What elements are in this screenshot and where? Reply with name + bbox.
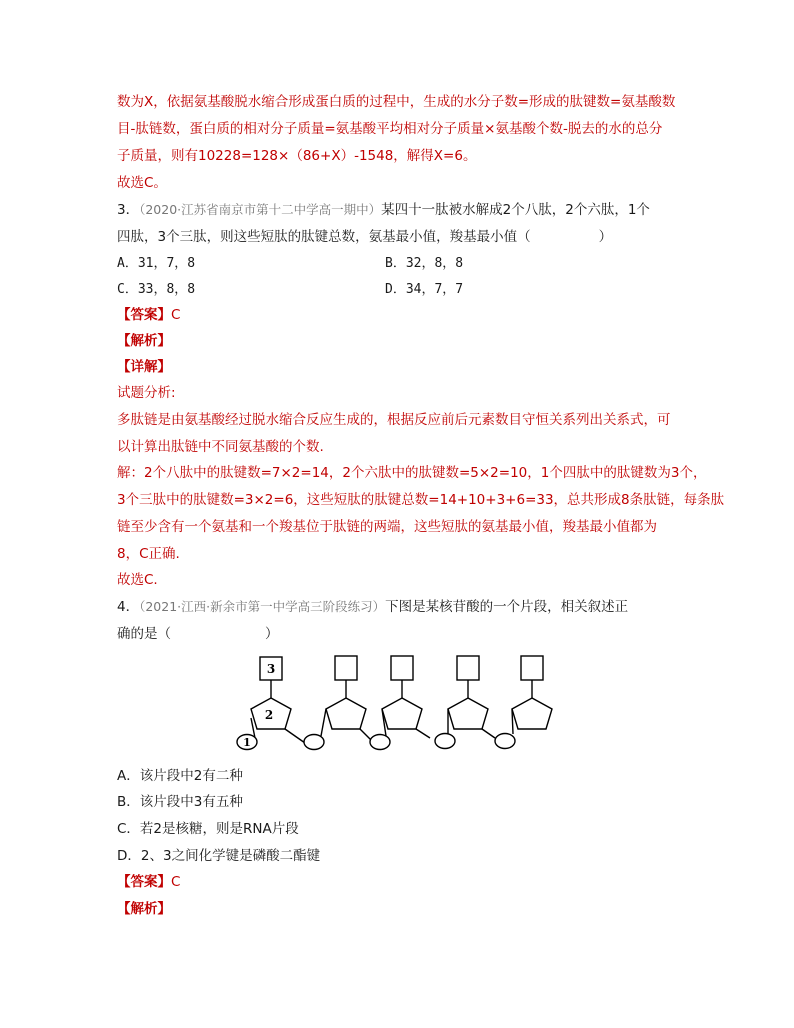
q4-option-a: A．该片段中2有二种 [117, 768, 243, 784]
nucleotide-chain-figure [225, 650, 565, 755]
phosphate-ellipse-3 [370, 735, 390, 750]
q3-solution-line-4: 8，C正确. [117, 546, 180, 562]
sugar-pentagon-3 [382, 698, 422, 729]
intro-line-3: 子质量，则有10228=128×（86+X）-1548，解得X=6。 [117, 148, 477, 164]
link-sugar-2-phosphate-3 [360, 729, 371, 740]
sugar-pentagon-5 [512, 698, 552, 729]
q3-solution-line-2: 3个三肽中的肽键数=3×2=6，这些短肽的肽键总数=14+10+3+6=33，总共形成8条肽链，每条肽 [117, 492, 725, 508]
q3-answer-label: 【答案】 [117, 307, 171, 323]
base-box-5 [521, 656, 543, 680]
q4-option-c: C．若2是核糖，则是RNA片段 [117, 821, 299, 837]
q4-stem-part-2: 确的是（ [117, 626, 171, 642]
q3-method-label: 试题分析: [117, 385, 176, 401]
sugar-pentagon-2 [326, 698, 366, 729]
link-phosphate-5-sugar-5 [512, 709, 513, 734]
q3-option-d: D．34，7，7 [385, 282, 464, 297]
q3-number: 3． [117, 202, 140, 218]
link-sugar-1-phosphate-2 [285, 729, 305, 743]
q3-detail-label: 【详解】 [117, 359, 171, 375]
q3-stem-line-1 [117, 200, 650, 220]
intro-conclusion: 故选C。 [117, 175, 167, 191]
q4-analysis-label: 【解析】 [117, 901, 171, 917]
q4-stem-line-1 [117, 597, 628, 617]
label-three: 3 [266, 662, 276, 676]
q4-answer-value: C [171, 874, 181, 890]
q3-option-a: A．31，7，8 [117, 256, 196, 271]
sugar-pentagon-4 [448, 698, 488, 729]
q3-answer-value: C [171, 307, 181, 323]
q3-stem-part-1: 某四十一肽被水解成2个八肽，2个六肽，1个 [381, 202, 650, 218]
label-one: 1 [243, 736, 251, 749]
q4-number: 4． [117, 599, 140, 615]
q3-option-b: B．32，8，8 [385, 256, 464, 271]
phosphate-ellipse-4 [435, 734, 455, 749]
intro-line-1: 数为X，依据氨基酸脱水缩合形成蛋白质的过程中，生成的水分子数=形成的肽键数=氨基酸数 [117, 94, 676, 110]
base-box-3 [391, 656, 413, 680]
link-phosphate-2-sugar-2 [321, 709, 326, 736]
phosphate-ellipse-2 [304, 735, 324, 750]
q3-stem-line-2 [117, 227, 612, 247]
q4-option-b: B．该片段中3有五种 [117, 794, 243, 810]
q3-source: （2020·江苏省南京市第十二中学高一期中） [139, 202, 382, 217]
q4-option-d: D．2、3之间化学键是磷酸二酯键 [117, 848, 321, 864]
q3-solution-line-3: 链至少含有一个氨基和一个羧基位于肽链的两端，这些短肽的氨基最小值，羧基最小值都为 [117, 519, 657, 535]
q3-answer-row [117, 305, 180, 325]
intro-line-2: 目-肽链数，蛋白质的相对分子质量=氨基酸平均相对分子质量×氨基酸个数-脱去的水的总分 [117, 121, 663, 137]
q4-answer-row [117, 872, 180, 892]
q4-stem-close: ） [265, 626, 279, 642]
q3-stem-close: ） [598, 229, 613, 245]
q4-answer-label: 【答案】 [117, 874, 171, 890]
base-box-4 [457, 656, 479, 680]
q3-analysis-label: 【解析】 [117, 333, 171, 349]
label-two: 2 [264, 708, 274, 722]
q4-stem-line-2 [117, 624, 279, 644]
base-box-2 [335, 656, 357, 680]
q3-option-c: C．33，8，8 [117, 282, 196, 297]
q3-explain-line-1: 多肽链是由氨基酸经过脱水缩合反应生成的，根据反应前后元素数目守恒关系列出关系式，可 [117, 412, 671, 428]
q4-stem-part-1: 下图是某核苷酸的一个片段，相关叙述正 [385, 599, 629, 615]
q3-conclusion: 故选C. [117, 572, 158, 588]
link-sugar-3-phosphate-4 [416, 729, 430, 738]
q3-explain-line-2: 以计算出肽链中不同氨基酸的个数. [117, 439, 324, 455]
q3-solution-line-1: 解：2个八肽中的肽键数=7×2=14，2个六肽中的肽键数=5×2=10，1个四肽中的肽键数为3个， [117, 465, 707, 481]
link-sugar-4-phosphate-5 [482, 729, 495, 738]
q3-stem-part-2: 四肽，3个三肽，则这些短肽的肽键总数，氨基最小值，羧基最小值（ [117, 229, 531, 245]
q4-source: （2021·江西·新余市第一中学高三阶段练习） [139, 599, 386, 614]
phosphate-ellipse-5 [495, 734, 515, 749]
